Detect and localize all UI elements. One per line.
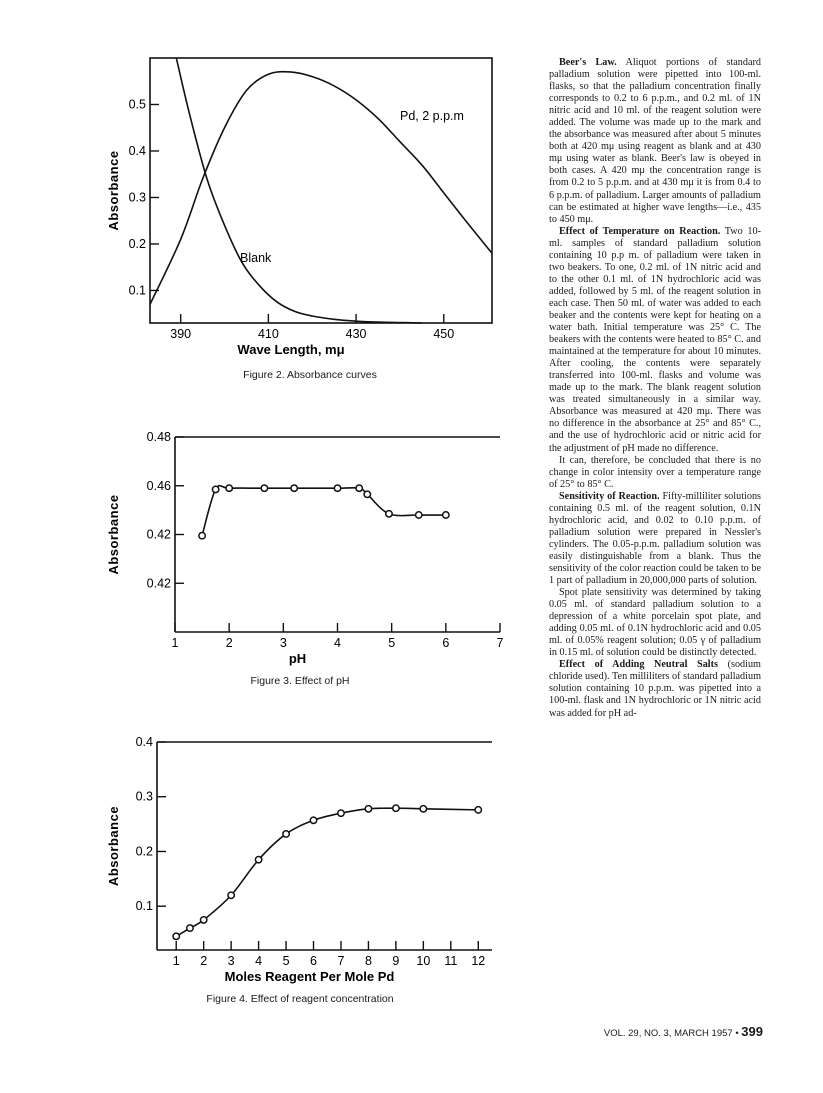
article-text-column — [549, 57, 761, 720]
x-tick-label: 6 — [310, 954, 317, 968]
x-tick-label: 430 — [345, 327, 367, 341]
x-tick-label: 2 — [200, 954, 208, 968]
data-point — [255, 856, 261, 862]
x-tick-label: 9 — [392, 954, 400, 968]
series-line-0 — [176, 808, 478, 936]
issue-info: VOL. 29, NO. 3, MARCH 1957 • — [603, 1028, 742, 1039]
x-axis-label: Wave Length, mμ — [237, 342, 345, 357]
paragraph-temperature — [549, 226, 761, 455]
y-axis-label: Absorbance — [106, 494, 121, 575]
x-tick-label: 5 — [282, 954, 290, 968]
x-tick-label: 1 — [171, 636, 179, 650]
data-point — [338, 810, 344, 816]
data-point — [291, 485, 297, 491]
data-point — [226, 485, 232, 491]
figure-2 — [100, 50, 500, 360]
y-tick-label: 0.42 — [146, 576, 171, 591]
data-point — [356, 485, 362, 491]
data-point — [200, 917, 206, 923]
x-tick-label: 2 — [225, 636, 233, 650]
figure-4 — [100, 730, 500, 990]
data-point — [334, 485, 340, 491]
figure-3 — [100, 425, 504, 670]
heading-beers-law: Beer's Law. — [559, 57, 617, 68]
data-point — [443, 512, 449, 518]
plot-frame — [150, 58, 492, 323]
x-tick-label: 10 — [416, 954, 431, 968]
x-tick-label: 7 — [337, 954, 345, 968]
y-tick-label: 0.4 — [128, 143, 146, 158]
x-tick-label: 390 — [170, 327, 192, 341]
heading-sensitivity: Sensitivity of Reaction. — [559, 490, 660, 502]
figure-4-caption: Figure 4. Effect of reagent concentration — [206, 993, 394, 1005]
series-line-1 — [176, 58, 422, 323]
text-sensitivity: Fifty-milliliter solutions containing 0.5 ml. of the reagent solution, 0.1N hydrochloric acid, and 0.02 to 0.10 p.p.m. of palladium solution were prepared in Nessler's cylinders. The 0.05-p.p.m. palladium solution was easily distinguishable from a blank. Thus the sensitivity of the color reaction could be taken to be 1 part of palladium in 20,000,000 parts of solution. — [549, 490, 762, 587]
x-tick-label: 1 — [172, 954, 180, 968]
paragraph-beers-law — [549, 57, 761, 226]
paragraph-spot-plate: Spot plate sensitivity was determined by taking 0.05 ml. of standard palladium solution to a depression of a white porcelain spot plate, and adding 0.05 ml. of 0.1N hydrochloric acid and 0.05 ml. of 0.05% reagent solution; 0.05 γ of palladium in 0.15 ml. of solution could be distinctly detected. — [549, 587, 761, 659]
data-point — [364, 491, 370, 497]
figure-2-chart — [100, 50, 500, 360]
data-point — [420, 806, 426, 812]
figure-4-chart — [100, 730, 500, 990]
data-point — [393, 805, 399, 811]
x-tick-label: 450 — [433, 327, 455, 341]
data-point — [365, 806, 371, 812]
text-neutral-salts: (sodium chloride used). Ten milliliters of standard palladium solution containing 10 p.p.m. was pipetted into a 100-ml. flask and 1N hydrochloric or 1N nitric acid was added for pH ad- — [549, 659, 761, 719]
text-temperature: Two 10-ml. samples of standard palladium solution containing 10 p.p m. of palladium were taken in two beakers. To one, 0.2 ml. of 1N nitric acid and to the other 0.1 ml. of 1N hydrochloric acid was added, followed by 5 ml. of the reagent solution in each case. Then 50 ml. of water was added to each beaker and the contents were kept for heating on a water bath. Initial temperature was 25° C. The beakers with the contents were heated to 85° C. and maintained at the temperature for about 10 minutes. After cooling, the contents were separately transferred into 100-ml. flasks and volume was made up to the mark. The blank reagent solution was treated simultaneously in a similar way. Absorbance was measured at 420 mμ. There was no difference in the absorbance at 25° and 85° C., and the use of hydrochloric acid or nitric acid for the adjustment of pH made no difference. — [549, 225, 761, 454]
paragraph-neutral-salts — [549, 659, 761, 719]
page-footer — [553, 1024, 763, 1039]
y-axis-label: Absorbance — [106, 805, 121, 887]
x-tick-label: 3 — [279, 636, 287, 650]
x-tick-label: 12 — [471, 954, 486, 968]
y-tick-label: 0.48 — [146, 430, 171, 444]
y-tick-label: 0.5 — [128, 97, 146, 112]
data-point — [173, 933, 179, 939]
series-line-0 — [202, 486, 446, 536]
figure-2-caption: Figure 2. Absorbance curves — [243, 369, 377, 381]
data-point — [212, 486, 218, 492]
y-tick-label: 0.2 — [135, 844, 153, 859]
y-axis-label: Absorbance — [106, 150, 121, 231]
y-tick-label: 0.3 — [135, 789, 153, 804]
x-tick-label: 7 — [496, 636, 504, 650]
x-tick-label: 6 — [442, 636, 450, 650]
paragraph-sensitivity — [549, 491, 761, 587]
series-line-0 — [150, 72, 492, 305]
x-tick-label: 410 — [257, 327, 279, 341]
curve-label: Pd, 2 p.p.m — [400, 109, 464, 123]
data-point — [475, 807, 481, 813]
x-tick-label: 8 — [364, 954, 372, 968]
data-point — [386, 511, 392, 517]
data-point — [416, 512, 422, 518]
x-tick-label: 3 — [227, 954, 235, 968]
data-point — [228, 892, 234, 898]
data-point — [261, 485, 267, 491]
data-point — [187, 925, 193, 931]
data-point — [199, 533, 205, 539]
y-tick-label: 0.1 — [135, 899, 153, 914]
page-number: 399 — [741, 1024, 763, 1039]
y-tick-label: 0.42 — [146, 527, 171, 542]
x-axis-label: Moles Reagent Per Mole Pd — [224, 969, 395, 984]
heading-temperature: Effect of Temperature on Reaction. — [559, 225, 721, 237]
y-tick-label: 0.1 — [128, 283, 146, 298]
data-point — [283, 831, 289, 837]
x-tick-label: 5 — [388, 636, 396, 650]
y-tick-label: 0.2 — [128, 236, 146, 251]
figure-3-chart — [100, 425, 510, 670]
data-point — [310, 817, 316, 823]
x-tick-label: 11 — [444, 954, 458, 968]
curve-label: Blank — [240, 251, 272, 265]
y-tick-label: 0.4 — [135, 735, 153, 749]
y-tick-label: 0.3 — [128, 190, 146, 205]
y-tick-label: 0.46 — [146, 478, 171, 493]
x-tick-label: 4 — [255, 954, 263, 968]
heading-neutral-salts: Effect of Adding Neutral Salts — [559, 659, 718, 671]
figure-3-caption: Figure 3. Effect of pH — [250, 675, 350, 687]
x-axis-label: pH — [288, 651, 307, 666]
x-tick-label: 4 — [334, 636, 341, 650]
paragraph-conclusion: It can, therefore, be concluded that there is no change in color intensity over a temperature range of 25° to 85° C. — [549, 454, 761, 490]
text-beers-law: Aliquot portions of standard palladium solution were pipetted into 100-ml. flasks, so that the palladium concentration finally corresponds to 0.2 to 6 p.p.m., and 0.2 ml. of 1N nitric acid and 10 ml. of the reagent solution were added. The volume was made up to the mark and the absorbance was measured after about 5 minutes both at 420 mμ using reagent as blank and at 430 mμ using water as blank. Beer's law is obeyed in both cases. A 420 mμ the concentration range is from 0.2 to 5 p.p.m. and at 430 mμ it is from 0.4 to 6 p.p.m. of palladium. Larger amounts of palladium can be estimated at higher wave lengths—i.e., 435 to 450 mμ. — [549, 57, 761, 225]
